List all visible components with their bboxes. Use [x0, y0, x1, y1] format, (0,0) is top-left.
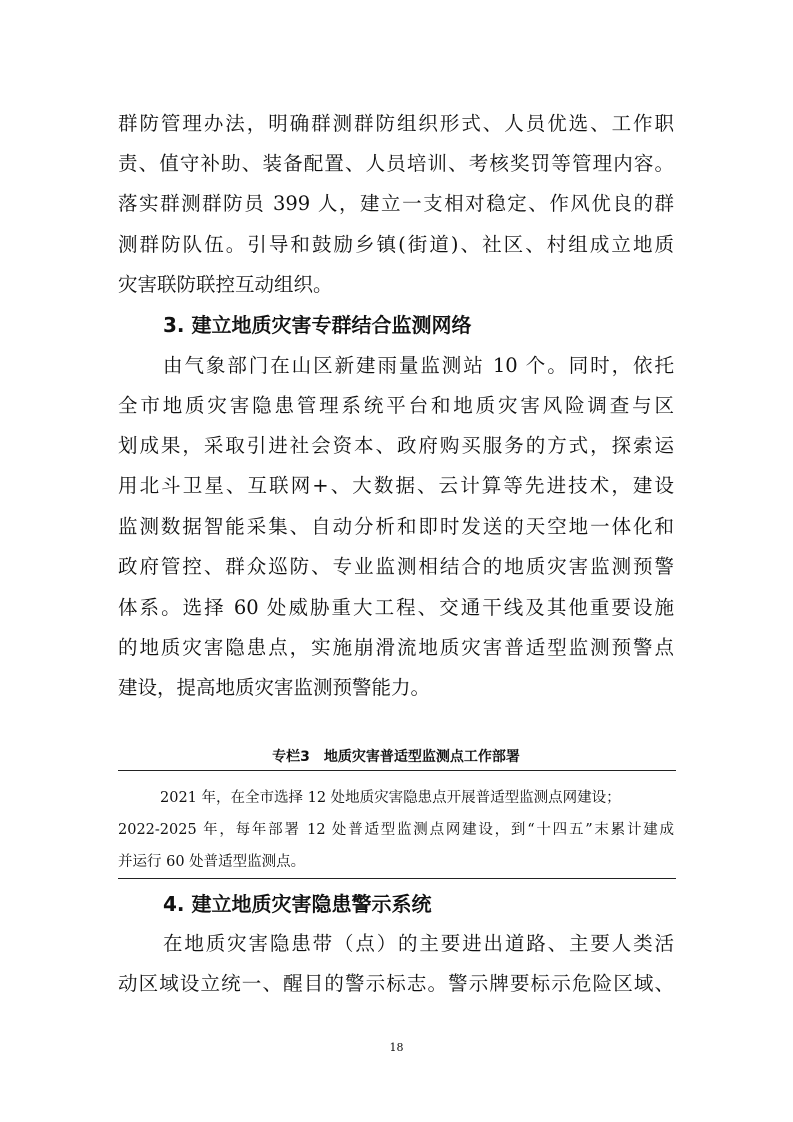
body-text-line: 动区域设立统一、醒目的警示标志。警示牌要标示危险区域、 [118, 972, 674, 995]
body-text-line: 政府管控、群众巡防、专业监测相结合的地质灾害监测预警 [118, 555, 674, 578]
body-text-line: 监测数据智能采集、自动分析和即时发送的天空地一体化和 [118, 515, 674, 538]
body-text-line: 全市地质灾害隐患管理系统平台和地质灾害风险调查与区 [118, 394, 674, 417]
section-heading: 4. 建立地质灾害隐患警示系统 [163, 892, 432, 916]
body-text-line: 在地质灾害隐患带（点）的主要进出道路、主要人类活 [163, 932, 674, 955]
box-text-line: 2021 年，在全市选择 12 处地质灾害隐患点开展普适型监测点网建设； [160, 790, 621, 806]
body-text-line: 划成果，采取引进社会资本、政府购买服务的方式，探索运 [118, 434, 674, 457]
box-title: 专栏3 地质灾害普适型监测点工作部署 [272, 749, 520, 765]
body-text-line: 由气象部门在山区新建雨量监测站 10 个。同时，依托 [163, 354, 674, 377]
body-text-line: 灾害联防联控互动组织。 [118, 273, 333, 296]
page-number: 18 [389, 1041, 404, 1054]
box-bottom-rule [118, 878, 676, 879]
body-text-line: 责、值守补助、装备配置、人员培训、考核奖罚等管理内容。 [118, 152, 674, 175]
body-text-line: 测群防队伍。引导和鼓励乡镇(街道)、社区、村组成立地质 [118, 233, 674, 256]
body-text-line: 落实群测群防员 399 人，建立一支相对稳定、作风优良的群 [118, 192, 674, 215]
box-text-line: 并运行 60 处普适型监测点。 [118, 854, 306, 870]
box-text-line: 2022-2025 年，每年部署 12 处普适型监测点网建设，到“十四五”末累计建成 [118, 822, 674, 838]
box-top-rule [118, 770, 676, 771]
body-text-line: 用北斗卫星、互联网+、大数据、云计算等先进技术，建设 [118, 474, 674, 497]
section-heading: 3. 建立地质灾害专群结合监测网络 [163, 313, 472, 337]
body-text-line: 群防管理办法，明确群测群防组织形式、人员优选、工作职 [118, 112, 674, 135]
body-text-line: 体系。选择 60 处威胁重大工程、交通干线及其他重要设施 [118, 596, 674, 619]
body-text-line: 建设，提高地质灾害监测预警能力。 [118, 676, 431, 699]
body-text-line: 的地质灾害隐患点，实施崩滑流地质灾害普适型监测预警点 [118, 636, 674, 659]
